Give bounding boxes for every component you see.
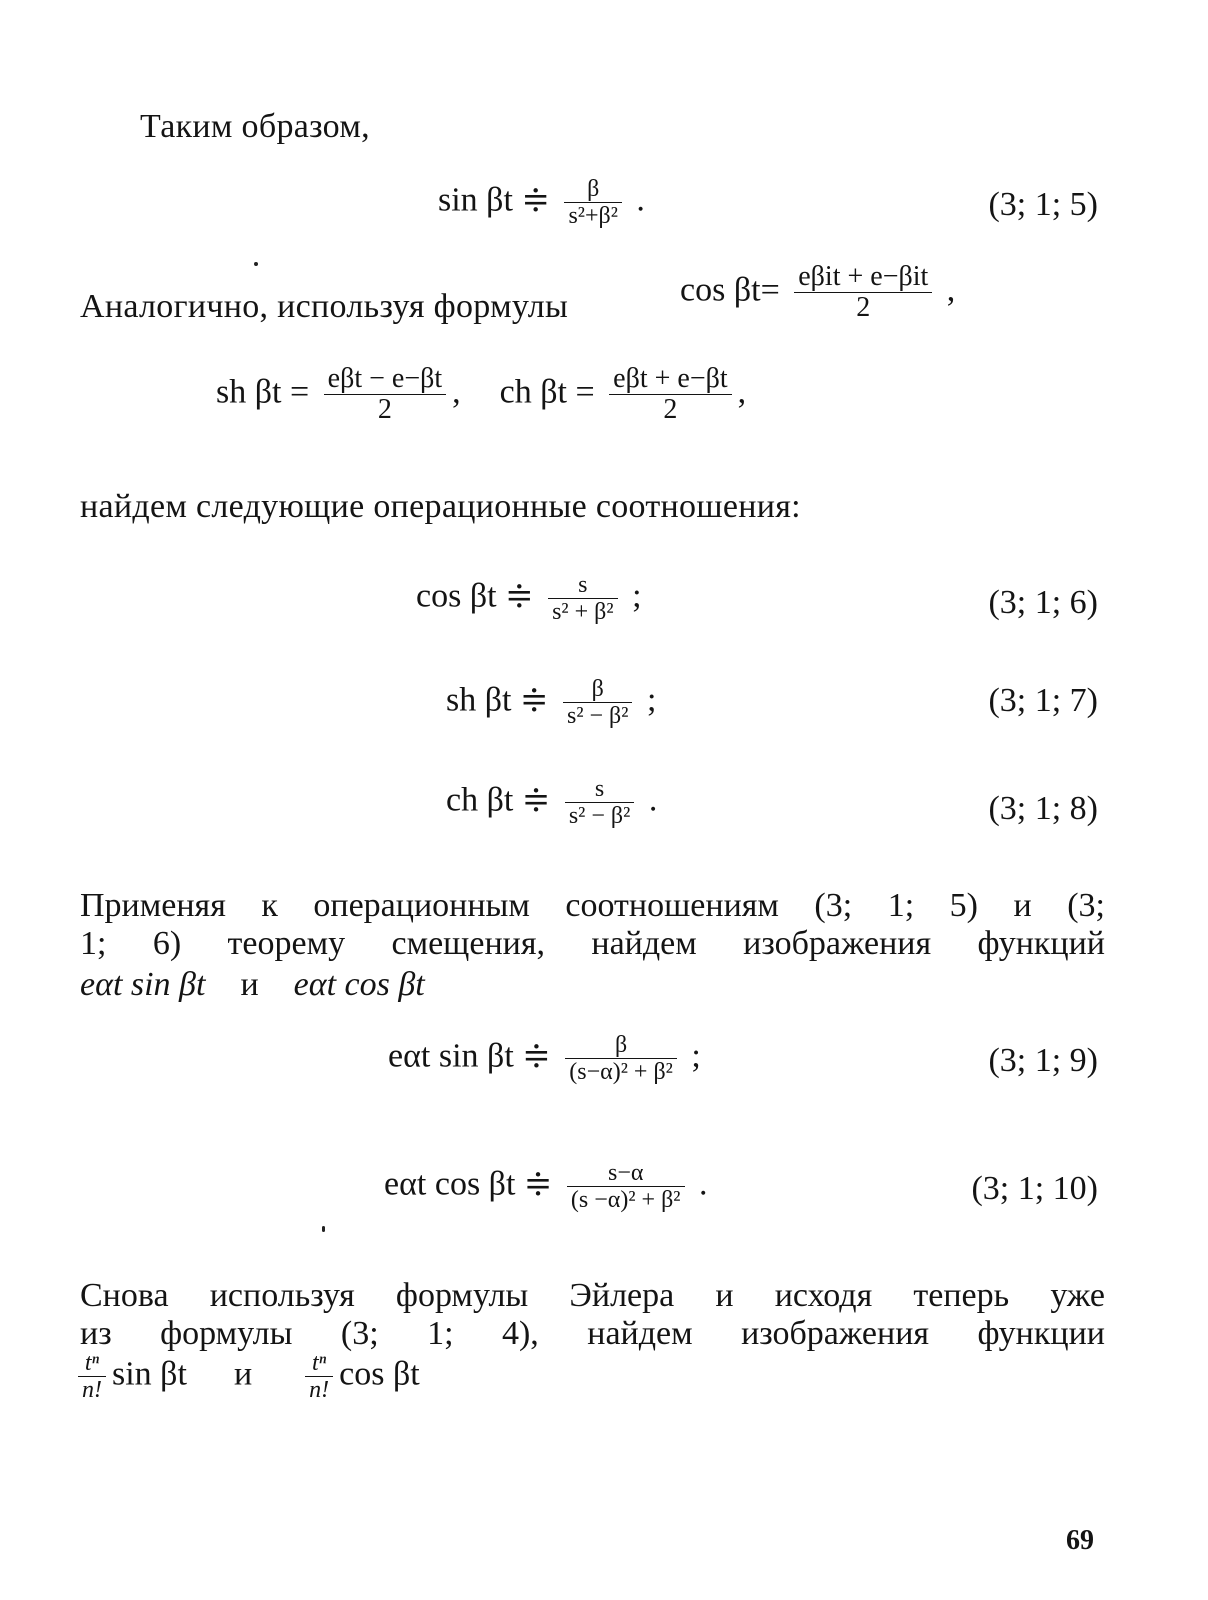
eq7-denominator: s² − β² — [566, 703, 629, 729]
analog-lhs: cos βt= — [680, 271, 780, 309]
eq7-label: (3; 1; 7) — [988, 682, 1098, 719]
eq10-end: . — [699, 1165, 708, 1203]
f1-denominator: n! — [82, 1377, 102, 1403]
eq7-end: ; — [646, 681, 657, 719]
f2-function: cos βt — [339, 1355, 420, 1393]
paragraph-euler-line2: из формулы (3; 1; 4), найдем изображения функции — [80, 1315, 1105, 1352]
eq6-lhs: cos βt — [416, 577, 497, 615]
f1-numerator: tⁿ — [84, 1350, 100, 1376]
sh-lhs: sh βt = — [216, 373, 310, 411]
and-word-2: и — [233, 1355, 253, 1393]
eq8-numerator: s — [594, 776, 605, 802]
eq9-label: (3; 1; 9) — [988, 1042, 1098, 1079]
and-word: и — [240, 966, 259, 1003]
eq10-fraction — [567, 1160, 685, 1213]
eq8-op: ≑ — [521, 781, 551, 819]
f1-function: sin βt — [112, 1355, 187, 1393]
sh-denominator: 2 — [377, 394, 392, 425]
eq7-lhs: sh βt — [446, 681, 512, 719]
paragraph-euler-line1: Снова используя формулы Эйлера и исходя теперь уже — [80, 1277, 1105, 1314]
ch-numerator: eβt + e−βt — [613, 363, 728, 394]
scan-speck — [254, 262, 258, 266]
eq5-denominator: s²+β² — [568, 203, 618, 229]
eq5-end: . — [636, 181, 645, 219]
eq8-fraction — [565, 776, 634, 829]
eq8-end: . — [648, 781, 658, 819]
equation-3-1-8 — [446, 776, 657, 829]
scan-speck — [322, 1226, 325, 1232]
eq10-label: (3; 1; 10) — [971, 1170, 1098, 1207]
find-relations-text: найдем следующие операционные соотношения: — [80, 488, 801, 525]
func-exp-cos: eαt cos βt — [293, 966, 425, 1003]
tn-over-nfact-1 — [78, 1350, 106, 1403]
eq5-label: (3; 1; 5) — [988, 186, 1098, 223]
hyperbolic-definitions — [216, 364, 746, 425]
eq6-end: ; — [632, 577, 642, 615]
analog-numerator: eβit + e−βit — [798, 261, 929, 292]
sh-fraction — [324, 364, 447, 425]
eq6-denominator: s² + β² — [552, 599, 614, 625]
eq10-lhs: eαt cos βt — [384, 1165, 516, 1203]
equation-3-1-10 — [384, 1160, 708, 1213]
func-exp-sin: eαt sin βt — [80, 966, 206, 1003]
eq5-fraction — [564, 176, 621, 229]
paragraph-euler-line3 — [78, 1350, 420, 1403]
analog-denominator: 2 — [856, 292, 871, 323]
eq6-numerator: s — [578, 572, 588, 598]
eq9-fraction — [565, 1032, 677, 1085]
eq7-op: ≑ — [519, 681, 549, 719]
page-number: 69 — [1066, 1525, 1094, 1556]
paragraph-shift-theorem-line3 — [80, 966, 425, 1004]
eq9-denominator: (s−α)² + β² — [569, 1059, 673, 1085]
f2-denominator: n! — [309, 1377, 330, 1403]
cos-euler-formula — [680, 262, 955, 323]
analog-text: Аналогично, используя формулы — [80, 288, 569, 325]
analog-fraction — [794, 262, 932, 323]
eq10-denominator: (s −α)² + β² — [570, 1187, 681, 1213]
eq7-numerator: β — [591, 676, 604, 702]
f2-numerator: tⁿ — [312, 1350, 327, 1376]
equation-3-1-7 — [446, 676, 656, 729]
eq8-label: (3; 1; 8) — [988, 790, 1098, 827]
paragraph-shift-theorem-line1: Применяя к операционным соотношениям (3; 1; 5) и (3; — [80, 887, 1105, 924]
eq6-label: (3; 1; 6) — [988, 584, 1098, 621]
equation-3-1-5 — [438, 176, 645, 229]
ch-fraction — [609, 364, 732, 425]
eq5-lhs: sin βt — [438, 181, 513, 219]
eq10-op: ≑ — [523, 1165, 553, 1203]
eq9-numerator: β — [614, 1032, 628, 1058]
eq8-lhs: ch βt — [446, 781, 514, 819]
eq6-op: ≑ — [505, 577, 534, 615]
eq9-op: ≑ — [522, 1037, 551, 1075]
eq9-end: ; — [691, 1037, 701, 1075]
eq9-lhs: eαt sin βt — [388, 1037, 514, 1075]
sh-end: , — [452, 373, 461, 411]
ch-lhs: ch βt = — [499, 373, 595, 411]
eq10-numerator: s−α — [607, 1160, 644, 1186]
eq7-fraction — [563, 676, 632, 729]
ch-denominator: 2 — [663, 394, 678, 425]
ch-end: , — [737, 373, 747, 411]
eq6-fraction — [548, 572, 617, 625]
tn-over-nfact-2 — [305, 1350, 333, 1403]
equation-3-1-9 — [388, 1032, 701, 1085]
intro-text: Таким образом, — [140, 108, 370, 145]
paragraph-shift-theorem-line2: 1; 6) теорему смещения, найдем изображения функций — [80, 925, 1105, 962]
eq8-denominator: s² − β² — [568, 803, 631, 829]
sh-numerator: eβt − e−βt — [327, 363, 443, 394]
equation-3-1-6 — [416, 572, 642, 625]
eq5-op: ≑ — [521, 181, 550, 219]
analog-end: , — [946, 271, 956, 309]
eq5-numerator: β — [587, 176, 600, 202]
